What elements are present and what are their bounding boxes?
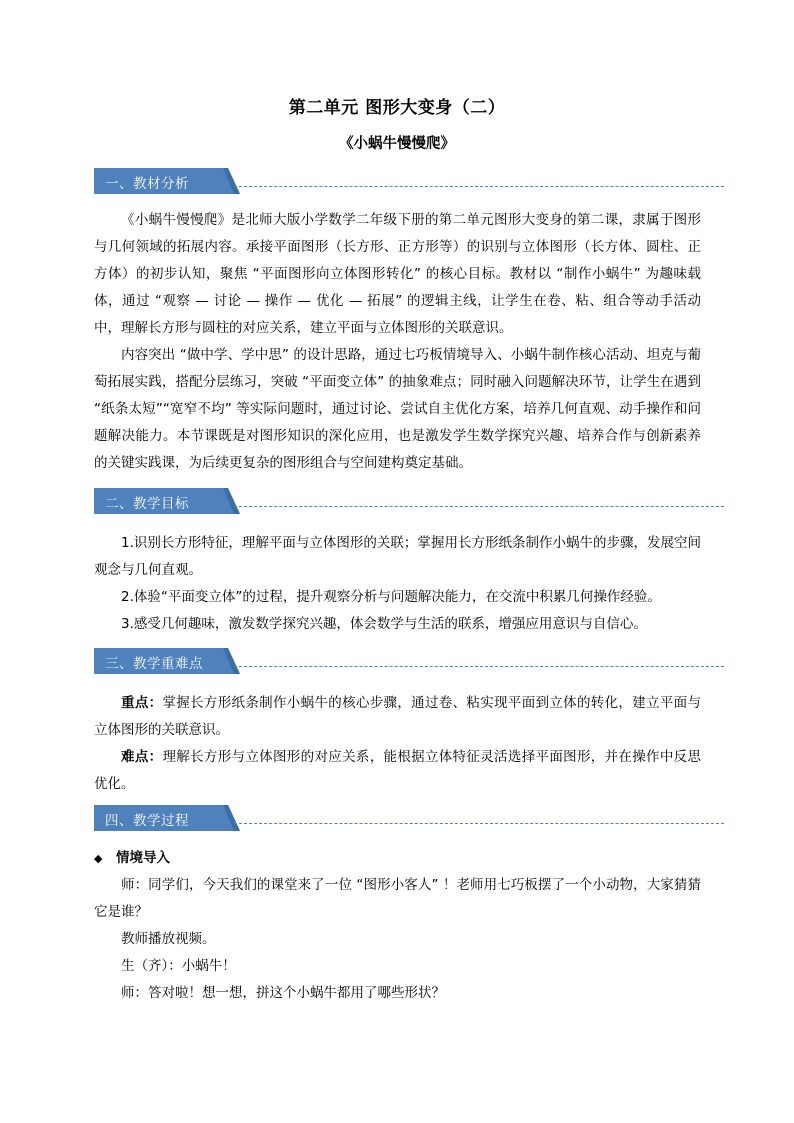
section-divider	[234, 186, 724, 187]
section-divider	[234, 823, 724, 824]
analysis-paragraph-1: 《小蜗牛慢慢爬》是北师大版小学数学二年级下册的第二单元图形大变身的第二课，隶属于图形与几何领域的拓展内容。承接平面图形（长方形、正方形等）的识别与立体图形（长方体、圆柱、正方体）的初步认知，聚焦 “平面图形向立体图形转化” 的核心目标。教材以 “制作小蜗牛” 为趣味载体，通过 “观察 — 讨论 — 操作 — 优化 — 拓展” 的逻辑主线，让学生在卷、粘、组合等动手活动中，理解长方形与圆柱的对应关系，建立平面与立体图形的关联意识。	[94, 212, 701, 336]
section-heading-text: 二、教学目标	[105, 496, 189, 512]
section-header-analysis	[94, 168, 724, 194]
section-header-keypoints	[94, 648, 724, 674]
key-point-text: 掌握长方形纸条制作小蜗牛的核心步骤，通过卷、粘实现平面到立体的转化，建立平面与立体图形的关联意识。	[94, 695, 702, 738]
key-point	[94, 690, 701, 744]
document-title: 第二单元 图形大变身（二）	[288, 98, 506, 118]
goals-body	[94, 530, 701, 638]
diamond-bullet-icon: ◆	[94, 852, 103, 865]
process-subheading-text: 情境导入	[116, 850, 170, 866]
section-tab	[94, 488, 240, 514]
process-body	[94, 845, 701, 1007]
section-divider	[234, 666, 724, 667]
goal-2: 2.体验“平面变立体”的过程，提升观察分析与问题解决能力，在交流中积累几何操作经验。	[121, 589, 661, 605]
process-subheading	[94, 845, 701, 872]
analysis-body	[94, 207, 701, 477]
section-heading-text: 三、教学重难点	[105, 656, 203, 672]
key-point-label: 重点：	[121, 695, 163, 711]
section-header-process	[94, 805, 724, 831]
section-heading-text: 一、教材分析	[105, 176, 189, 192]
keypoints-body	[94, 690, 701, 798]
difficult-point-label: 难点：	[121, 749, 163, 765]
section-tab	[94, 168, 240, 194]
difficult-point-text: 理解长方形与立体图形的对应关系，能根据立体特征灵活选择平面图形，并在操作中反思优化。	[94, 749, 702, 792]
section-tab	[94, 805, 240, 831]
section-tab	[94, 648, 240, 674]
section-header-goals	[94, 488, 724, 514]
dialogue-line: 师：答对啦！想一想，拼这个小蜗牛都用了哪些形状？	[121, 985, 445, 1001]
goal-1: 1.识别长方形特征，理解平面与立体图形的关联；掌握用长方形纸条制作小蜗牛的步骤，发展空间观念与几何直观。	[94, 535, 701, 578]
dialogue-line: 师：同学们，今天我们的课堂来了一位 “图形小客人” ！老师用七巧板摆了一个小动物，大家猜猜它是谁？	[94, 877, 701, 920]
goal-3: 3.感受几何趣味，激发数学探究兴趣，体会数学与生活的联系，增强应用意识与自信心。	[121, 616, 647, 632]
dialogue-line: 生（齐）：小蜗牛！	[121, 958, 236, 974]
section-heading-text: 四、教学过程	[105, 813, 189, 829]
document-subtitle: 《小蜗牛慢慢爬》	[339, 136, 455, 152]
analysis-paragraph-2: 内容突出 “做中学、学中思” 的设计思路，通过七巧板情境导入、小蜗牛制作核心活动、坦克与葡萄拓展实践，搭配分层练习，突破 “平面变立体” 的抽象难点；同时融入问题解决环节，让学生在遇到 “纸条太短”“宽窄不均” 等实际问题时，通过讨论、尝试自主优化方案，培养几何直观、动手操作和问题解决能力。本节课既是对图形知识的深化应用，也是激发学生数学探究兴趣、培养合作与创新素养的关键实践课，为后续更复杂的图形组合与空间建构奠定基础。	[94, 347, 701, 471]
section-divider	[234, 506, 724, 507]
difficult-point	[94, 744, 701, 798]
dialogue-line: 教师播放视频。	[121, 931, 216, 947]
